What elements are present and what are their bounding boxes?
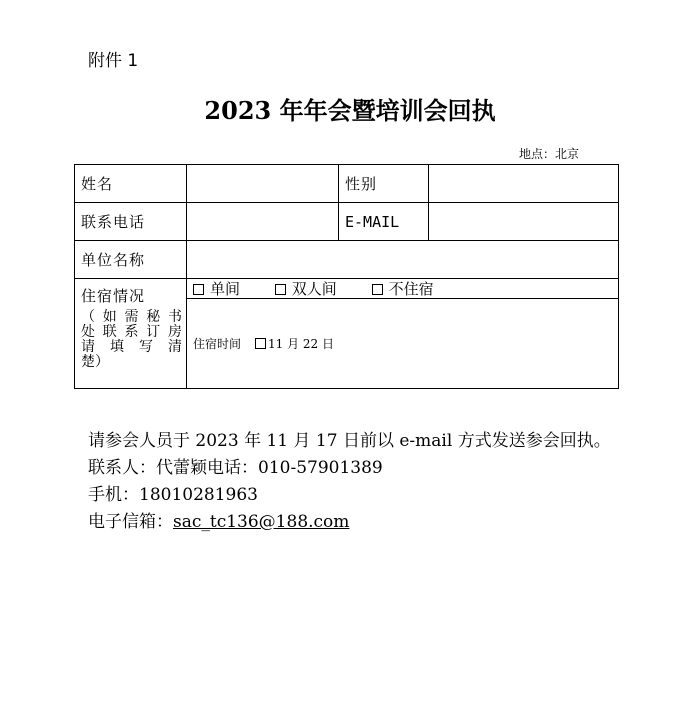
- notes-section: [88, 428, 611, 536]
- accommodation-note-line: 楚）: [81, 354, 109, 370]
- checkbox-icon[interactable]: [275, 284, 286, 295]
- stay-time-label: 住宿时间: [193, 337, 242, 351]
- stay-date: 11 月 22 日: [268, 337, 334, 351]
- accommodation-label: 住宿情况: [81, 287, 146, 305]
- accommodation-label-cell: [75, 279, 187, 389]
- stay-time-cell: [187, 299, 619, 389]
- room-option-single[interactable]: 单间: [193, 280, 240, 298]
- form-row-room-type: [75, 279, 619, 299]
- phone-label: 联系电话: [75, 203, 187, 241]
- contact-line: 联系人：代蕾颖电话：010-57901389: [88, 458, 383, 478]
- form-row-contact: [75, 203, 619, 241]
- deadline-note: 请参会人员于 2023 年 11 月 17 日前以 e-mail 方式发送参会回执。: [88, 431, 611, 451]
- gender-input-cell[interactable]: [429, 165, 619, 203]
- gender-label: 性别: [339, 165, 429, 203]
- checkbox-icon[interactable]: [372, 284, 383, 295]
- email-line: [88, 509, 611, 536]
- email-line-label: 电子信箱：: [88, 512, 173, 532]
- email-input-cell[interactable]: [429, 203, 619, 241]
- mobile-line: 手机：18010281963: [88, 485, 258, 505]
- accommodation-note-line: （如需秘书: [81, 309, 182, 325]
- registration-form-table: [74, 164, 619, 389]
- organization-label: 单位名称: [75, 241, 187, 279]
- accommodation-note: [81, 310, 182, 370]
- checkbox-icon[interactable]: [255, 338, 266, 349]
- email-label: E-MAIL: [339, 203, 429, 241]
- room-type-options: [187, 279, 619, 299]
- attachment-label: 附件 1: [88, 51, 139, 71]
- name-input-cell[interactable]: [187, 165, 339, 203]
- accommodation-note-line: 请 填 写 清: [81, 339, 182, 355]
- location-label: 地点：北京: [519, 147, 580, 161]
- form-row-organization: [75, 241, 619, 279]
- accommodation-note-line: 处联系订房: [81, 324, 182, 340]
- page-title: 2023 年年会暨培训会回执: [204, 96, 496, 125]
- room-option-double[interactable]: 双人间: [275, 280, 337, 298]
- room-option-none[interactable]: 不住宿: [372, 280, 434, 298]
- email-link[interactable]: sac_tc136@188.com: [173, 512, 350, 532]
- form-row-name: [75, 165, 619, 203]
- checkbox-icon[interactable]: [193, 284, 204, 295]
- phone-input-cell[interactable]: [187, 203, 339, 241]
- organization-input-cell[interactable]: [187, 241, 619, 279]
- name-label: 姓名: [75, 165, 187, 203]
